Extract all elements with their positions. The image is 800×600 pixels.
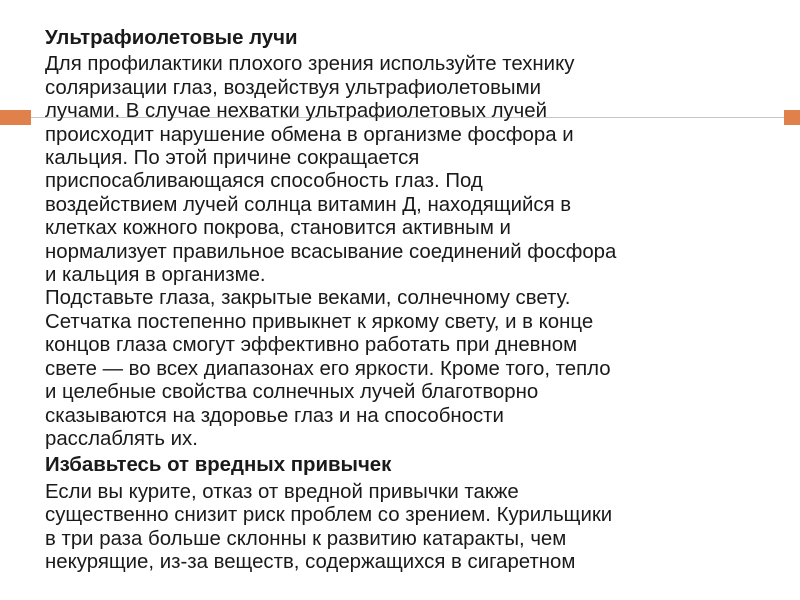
paragraph-line: соляризации глаз, воздействуя ультрафиолетовыми (45, 76, 541, 99)
paragraph-line: нормализует правильное всасывание соединений фосфора (45, 240, 617, 263)
section-heading-bad-habits: Избавьтесь от вредных привычек (45, 454, 392, 477)
slide-accent-block-left (0, 110, 31, 125)
paragraph-line: Сетчатка постепенно привыкнет к яркому свету, и в конце (45, 310, 594, 333)
paragraph-line: некурящие, из-за веществ, содержащихся в сигаретном (45, 550, 576, 573)
slide-content (45, 27, 790, 574)
paragraph-line: существенно снизит риск проблем со зрением. Курильщики (45, 504, 613, 527)
paragraph-line: свете — во всех диапазонах его яркости. Кроме того, тепло (45, 357, 611, 380)
paragraph-line: в три раза больше склонны к развитию катаракты, чем (45, 527, 567, 550)
paragraph-line: концов глаза смогут эффективно работать при дневном (45, 334, 578, 357)
paragraph-line: Подставьте глаза, закрытые веками, солнечному свету. (45, 287, 571, 310)
paragraph-line: приспосабливающаяся способность глаз. Под (45, 170, 483, 193)
paragraph-line: Для профилактики плохого зрения используйте технику (45, 53, 575, 76)
paragraph-line: клетках кожного покрова, становится активным и (45, 217, 511, 240)
paragraph-line: и кальция в организме. (45, 264, 266, 287)
paragraph-line: происходит нарушение обмена в организме фосфора и (45, 123, 574, 146)
paragraph-line: воздействием лучей солнца витамин Д, находящийся в (45, 193, 572, 216)
paragraph-line: и целебные свойства солнечных лучей благотворно (45, 381, 539, 404)
paragraph-line: сказываются на здоровье глаз и на способности (45, 404, 504, 427)
paragraph-line: кальция. По этой причине сокращается (45, 147, 420, 170)
paragraph-line: Если вы курите, отказ от вредной привычки также (45, 480, 519, 503)
paragraph-line: расслаблять их. (45, 427, 198, 450)
section-paragraph-bad-habits (45, 481, 790, 575)
paragraph-line: лучами. В случае нехватки ультрафиолетовых лучей (45, 100, 548, 123)
section-paragraph-ultraviolet (45, 53, 790, 451)
section-heading-ultraviolet: Ультрафиолетовые лучи (45, 27, 298, 49)
